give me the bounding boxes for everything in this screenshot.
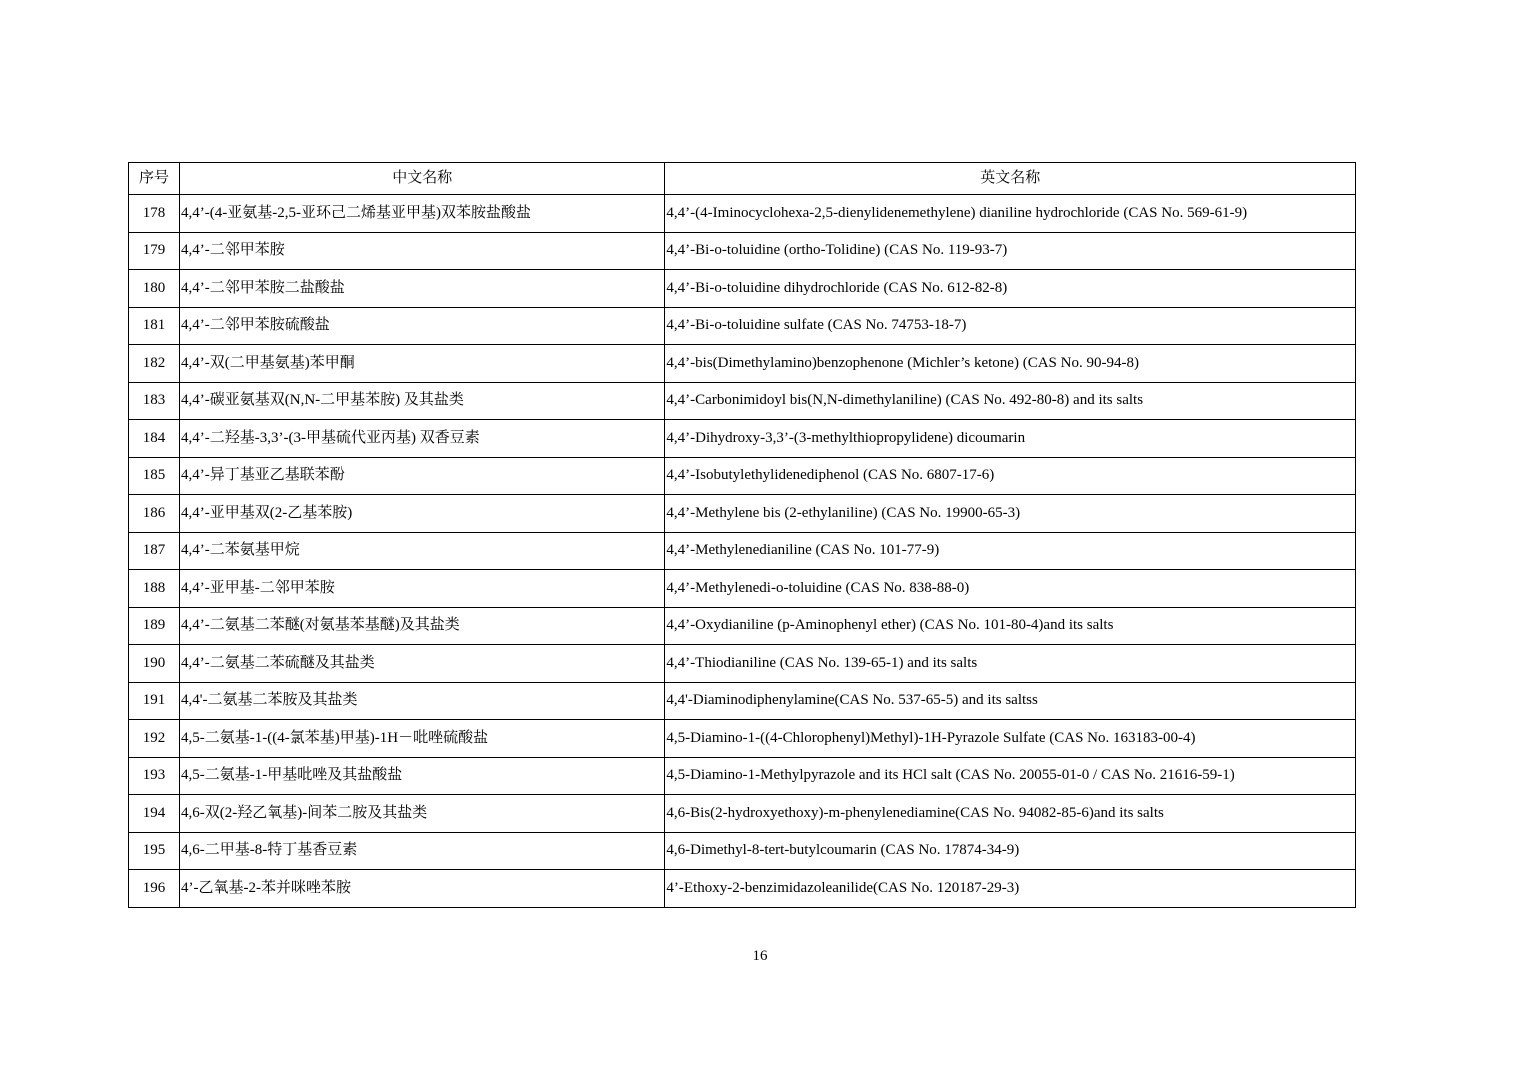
row-number: 189 bbox=[129, 607, 180, 645]
row-number: 179 bbox=[129, 232, 180, 270]
table-row bbox=[129, 795, 1356, 833]
english-name: 4,5-Diamino-1-Methylpyrazole and its HCl salt (CAS No. 20055-01-0 / CAS No. 21616-59-1) bbox=[665, 757, 1356, 795]
row-number: 183 bbox=[129, 382, 180, 420]
row-number: 188 bbox=[129, 570, 180, 608]
substance-table bbox=[128, 162, 1356, 908]
table-row bbox=[129, 307, 1356, 345]
table-row bbox=[129, 757, 1356, 795]
chinese-name: 4,4’-双(二甲基氨基)苯甲酮 bbox=[180, 345, 665, 383]
table-row bbox=[129, 495, 1356, 533]
english-name: 4,4’-Methylene bis (2-ethylaniline) (CAS No. 19900-65-3) bbox=[665, 495, 1356, 533]
chinese-name: 4,4’-亚甲基-二邻甲苯胺 bbox=[180, 570, 665, 608]
row-number: 187 bbox=[129, 532, 180, 570]
english-name: 4,4’-Methylenedi-o-toluidine (CAS No. 838-88-0) bbox=[665, 570, 1356, 608]
row-number: 190 bbox=[129, 645, 180, 683]
row-number: 196 bbox=[129, 870, 180, 908]
table-row bbox=[129, 345, 1356, 383]
english-name: 4,4’-Isobutylethylidenediphenol (CAS No. 6807-17-6) bbox=[665, 457, 1356, 495]
chinese-name: 4,4’-二苯氨基甲烷 bbox=[180, 532, 665, 570]
row-number: 194 bbox=[129, 795, 180, 833]
table-row bbox=[129, 645, 1356, 683]
english-name: 4’-Ethoxy-2-benzimidazoleanilide(CAS No. 120187-29-3) bbox=[665, 870, 1356, 908]
english-name: 4,4’-Carbonimidoyl bis(N,N-dimethylaniline) (CAS No. 492-80-8) and its salts bbox=[665, 382, 1356, 420]
row-number: 184 bbox=[129, 420, 180, 458]
table-row bbox=[129, 832, 1356, 870]
english-name: 4,6-Dimethyl-8-tert-butylcoumarin (CAS No. 17874-34-9) bbox=[665, 832, 1356, 870]
chinese-name: 4,4’-异丁基亚乙基联苯酚 bbox=[180, 457, 665, 495]
chinese-name: 4,4’-碳亚氨基双(N,N-二甲基苯胺) 及其盐类 bbox=[180, 382, 665, 420]
header-serial-number: 序号 bbox=[129, 163, 180, 195]
row-number: 181 bbox=[129, 307, 180, 345]
table-row bbox=[129, 870, 1356, 908]
chinese-name: 4,4’-二氨基二苯硫醚及其盐类 bbox=[180, 645, 665, 683]
english-name: 4,6-Bis(2-hydroxyethoxy)-m-phenylenediamine(CAS No. 94082-85-6)and its salts bbox=[665, 795, 1356, 833]
chinese-name: 4,4’-二氨基二苯醚(对氨基苯基醚)及其盐类 bbox=[180, 607, 665, 645]
chinese-name: 4,4’-二邻甲苯胺二盐酸盐 bbox=[180, 270, 665, 308]
table-row bbox=[129, 195, 1356, 233]
table-row bbox=[129, 420, 1356, 458]
chinese-name: 4,4’-亚甲基双(2-乙基苯胺) bbox=[180, 495, 665, 533]
table-row bbox=[129, 270, 1356, 308]
chinese-name: 4,5-二氨基-1-((4-氯苯基)甲基)-1H－吡唑硫酸盐 bbox=[180, 720, 665, 758]
english-name: 4,4’-Bi-o-toluidine dihydrochloride (CAS No. 612-82-8) bbox=[665, 270, 1356, 308]
table-row bbox=[129, 382, 1356, 420]
table-row bbox=[129, 570, 1356, 608]
header-chinese-name: 中文名称 bbox=[180, 163, 665, 195]
chinese-name: 4,4’-二羟基-3,3’-(3-甲基硫代亚丙基) 双香豆素 bbox=[180, 420, 665, 458]
chinese-name: 4’-乙氧基-2-苯并咪唑苯胺 bbox=[180, 870, 665, 908]
english-name: 4,4’-Methylenedianiline (CAS No. 101-77-9) bbox=[665, 532, 1356, 570]
chinese-name: 4,6-二甲基-8-特丁基香豆素 bbox=[180, 832, 665, 870]
row-number: 195 bbox=[129, 832, 180, 870]
chinese-name: 4,4’-(4-亚氨基-2,5-亚环己二烯基亚甲基)双苯胺盐酸盐 bbox=[180, 195, 665, 233]
row-number: 193 bbox=[129, 757, 180, 795]
chinese-name: 4,6-双(2-羟乙氧基)-间苯二胺及其盐类 bbox=[180, 795, 665, 833]
row-number: 182 bbox=[129, 345, 180, 383]
table-row bbox=[129, 232, 1356, 270]
table-row bbox=[129, 682, 1356, 720]
header-english-name: 英文名称 bbox=[665, 163, 1356, 195]
table-body bbox=[129, 195, 1356, 908]
row-number: 185 bbox=[129, 457, 180, 495]
table-row bbox=[129, 457, 1356, 495]
row-number: 191 bbox=[129, 682, 180, 720]
page-number: 16 bbox=[752, 948, 768, 964]
table-row bbox=[129, 720, 1356, 758]
english-name: 4,4’-Dihydroxy-3,3’-(3-methylthiopropylidene) dicoumarin bbox=[665, 420, 1356, 458]
row-number: 192 bbox=[129, 720, 180, 758]
english-name: 4,4’-Bi-o-toluidine sulfate (CAS No. 74753-18-7) bbox=[665, 307, 1356, 345]
header-row bbox=[129, 163, 1356, 195]
chinese-name: 4,4'-二氨基二苯胺及其盐类 bbox=[180, 682, 665, 720]
chinese-name: 4,4’-二邻甲苯胺硫酸盐 bbox=[180, 307, 665, 345]
english-name: 4,4’-Oxydianiline (p-Aminophenyl ether) (CAS No. 101-80-4)and its salts bbox=[665, 607, 1356, 645]
english-name: 4,4’-Thiodianiline (CAS No. 139-65-1) and its salts bbox=[665, 645, 1356, 683]
row-number: 180 bbox=[129, 270, 180, 308]
english-name: 4,4’-Bi-o-toluidine (ortho-Tolidine) (CAS No. 119-93-7) bbox=[665, 232, 1356, 270]
english-name: 4,4'-Diaminodiphenylamine(CAS No. 537-65-5) and its saltss bbox=[665, 682, 1356, 720]
chinese-name: 4,4’-二邻甲苯胺 bbox=[180, 232, 665, 270]
row-number: 178 bbox=[129, 195, 180, 233]
english-name: 4,4’-(4-Iminocyclohexa-2,5-dienylidenemethylene) dianiline hydrochloride (CAS No. 569-61-9) bbox=[665, 195, 1356, 233]
english-name: 4,5-Diamino-1-((4-Chlorophenyl)Methyl)-1H-Pyrazole Sulfate (CAS No. 163183-00-4) bbox=[665, 720, 1356, 758]
english-name: 4,4’-bis(Dimethylamino)benzophenone (Michler’s ketone) (CAS No. 90-94-8) bbox=[665, 345, 1356, 383]
table-row bbox=[129, 607, 1356, 645]
table-header bbox=[129, 163, 1356, 195]
chinese-name: 4,5-二氨基-1-甲基吡唑及其盐酸盐 bbox=[180, 757, 665, 795]
table-row bbox=[129, 532, 1356, 570]
row-number: 186 bbox=[129, 495, 180, 533]
